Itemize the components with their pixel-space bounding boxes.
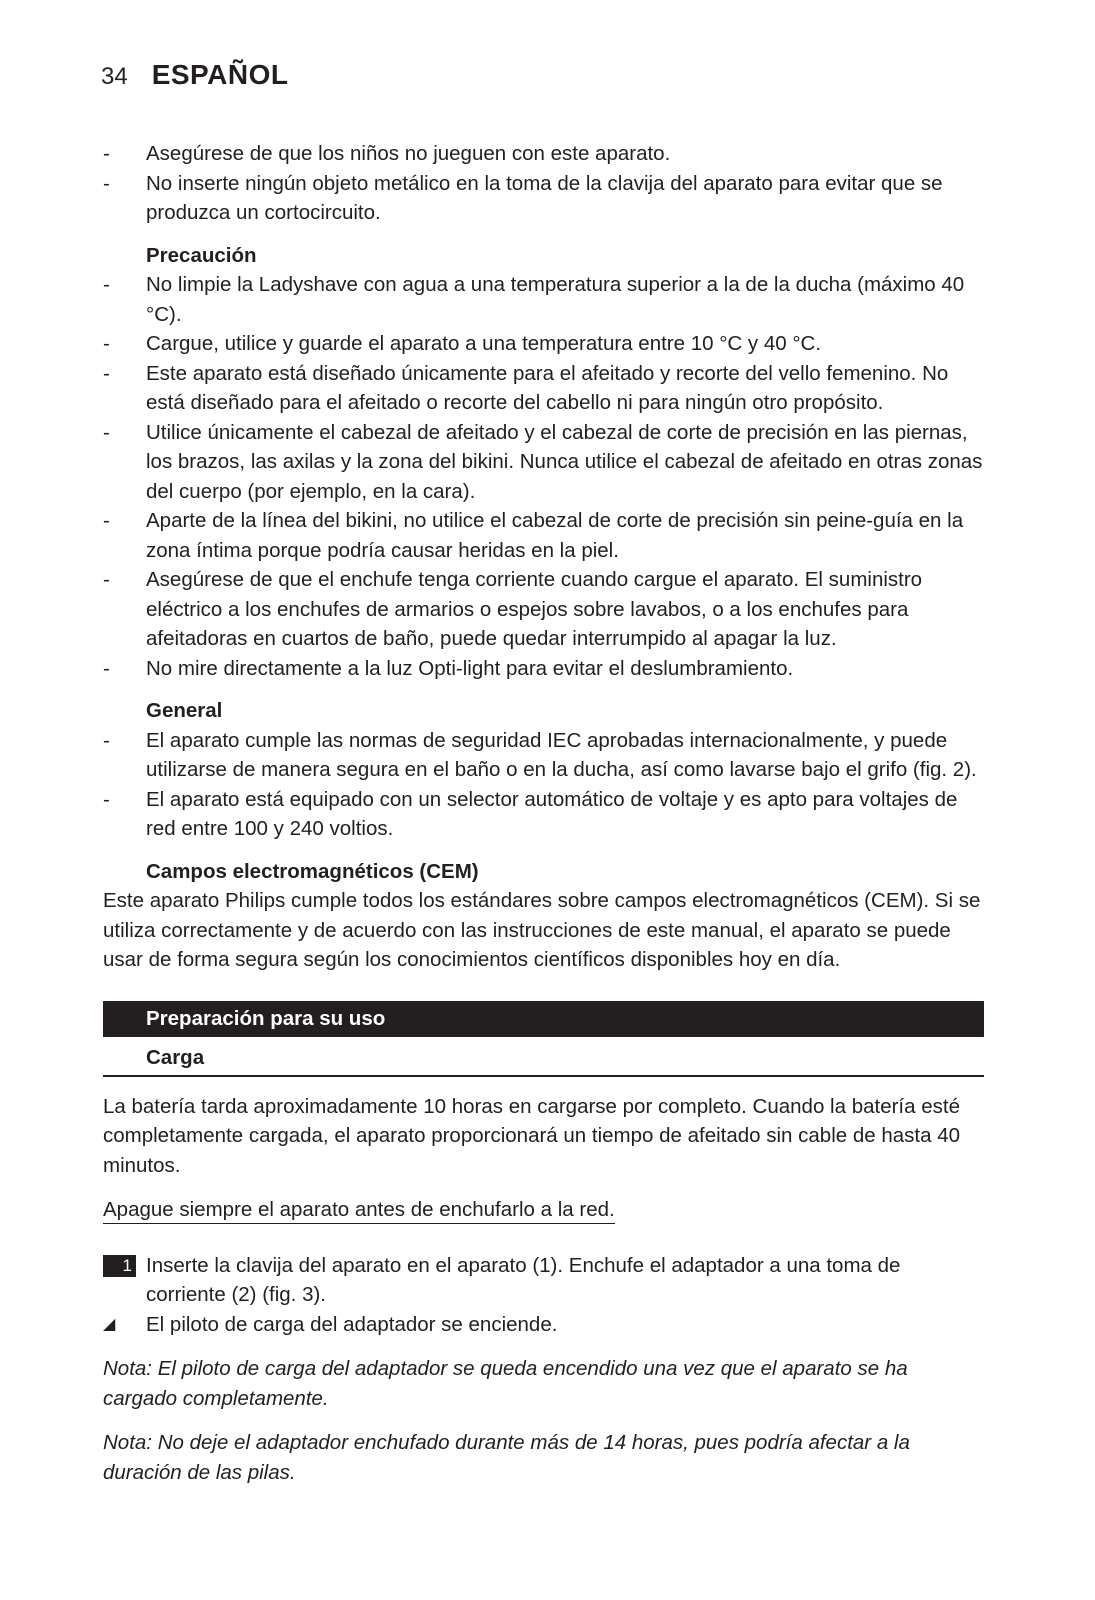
carga-paragraph: La batería tarda aproximadamente 10 horas en cargarse por completo. Cuando la batería esté completamente cargada, el aparato proporcionará un tiempo de afeitado sin cable de hasta 40 minutos. <box>103 1094 961 1177</box>
warning-line <box>103 1195 983 1225</box>
dash-bullet-icon: - <box>103 361 110 385</box>
step-1 <box>103 1251 983 1310</box>
section-bar-preparacion: Preparación para su uso <box>103 1001 984 1037</box>
page-number: 34 <box>101 63 128 90</box>
list-item: - El aparato cumple las normas de seguridad IEC aprobadas internacionalmente, y puede utilizarse de manera segura en el baño o en la ducha, así como lavarse bajo el grifo (fig. 2). <box>103 726 983 785</box>
section-heading-cem: Campos electromagnéticos (CEM) <box>146 859 479 883</box>
dash-bullet-icon: - <box>103 787 110 811</box>
list-item: - Aparte de la línea del bikini, no utilice el cabezal de corte de precisión sin peine-guía en la zona íntima porque podría causar heridas en la piel. <box>103 506 983 565</box>
page-header <box>101 60 288 100</box>
dash-bullet-icon: - <box>103 728 110 752</box>
precaucion-list <box>103 270 983 683</box>
list-item: - Asegúrese de que los niños no jueguen con este aparato. <box>103 139 983 169</box>
section-heading-general: General <box>146 699 223 722</box>
step-text: Inserte la clavija del aparato en el aparato (1). Enchufe el adaptador a una toma de corriente (2) (fig. 3). <box>146 1253 901 1306</box>
warning-text: Apague siempre el aparato antes de enchufarlo a la red. <box>103 1196 615 1224</box>
cem-paragraph: Este aparato Philips cumple todos los estándares sobre campos electromagnéticos (CEM). Si se utiliza correctamente y de acuerdo con las instrucciones de este manual, el aparato se puede usar de forma segura según los conocimientos científicos disponibles hoy en día. <box>103 889 981 971</box>
result-arrow-icon: ◢ <box>103 1315 116 1333</box>
dash-bullet-icon: - <box>103 142 110 165</box>
dash-bullet-icon: - <box>103 332 110 355</box>
list-item: - Utilice únicamente el cabezal de afeitado y el cabezal de corte de precisión en las piernas, los brazos, las axilas y la zona del bikini. Nunca utilice el cabezal de afeitado en otras zonas del cuerpo (por ejemplo, en la cara). <box>103 418 983 507</box>
list-item: - No mire directamente a la luz Opti-light para evitar el deslumbramiento. <box>103 654 983 684</box>
list-item: - El aparato está equipado con un selector automático de voltaje y es apto para voltajes de red entre 100 y 240 voltios. <box>103 785 983 844</box>
dash-bullet-icon: - <box>103 273 110 296</box>
list-item: - No limpie la Ladyshave con agua a una temperatura superior a la de la ducha (máximo 40 °C). <box>103 270 983 329</box>
note-2: Nota: No deje el adaptador enchufado durante más de 14 horas, pues podría afectar a la duración de las pilas. <box>103 1431 910 1484</box>
list-item: - No inserte ningún objeto metálico en la toma de la clavija del aparato para evitar que se produzca un cortocircuito. <box>103 169 983 228</box>
result-text: El piloto de carga del adaptador se enciende. <box>146 1312 558 1336</box>
section-heading-precaucion: Precaución <box>146 243 257 267</box>
list-item: - Asegúrese de que el enchufe tenga corriente cuando cargue el aparato. El suministro eléctrico a los enchufes de armarios o espejos sobre lavabos, o a los enchufes para afeitadoras en cuartos de baño, puede quedar interrumpido al apagar la luz. <box>103 565 983 654</box>
step-result <box>103 1310 983 1340</box>
list-item: - Cargue, utilice y guarde el aparato a una temperatura entre 10 °C y 40 °C. <box>103 329 983 359</box>
dash-bullet-icon: - <box>103 656 110 680</box>
dash-bullet-icon: - <box>103 420 110 444</box>
list-item: - Este aparato está diseñado únicamente para el afeitado y recorte del vello femenino. No está diseñado para el afeitado o recorte del cabello ni para ningún otro propósito. <box>103 359 983 418</box>
general-list <box>103 726 983 844</box>
document-body <box>103 139 983 1487</box>
page-title: ESPAÑOL <box>151 59 289 90</box>
intro-list <box>103 139 983 228</box>
step-number-badge: 1 <box>103 1255 136 1277</box>
dash-bullet-icon: - <box>103 509 110 532</box>
dash-bullet-icon: - <box>103 171 110 195</box>
section-heading-carga: Carga <box>103 1041 984 1077</box>
dash-bullet-icon: - <box>103 568 110 591</box>
note-1: Nota: El piloto de carga del adaptador se queda encendido una vez que el aparato se ha cargado completamente. <box>103 1357 908 1410</box>
